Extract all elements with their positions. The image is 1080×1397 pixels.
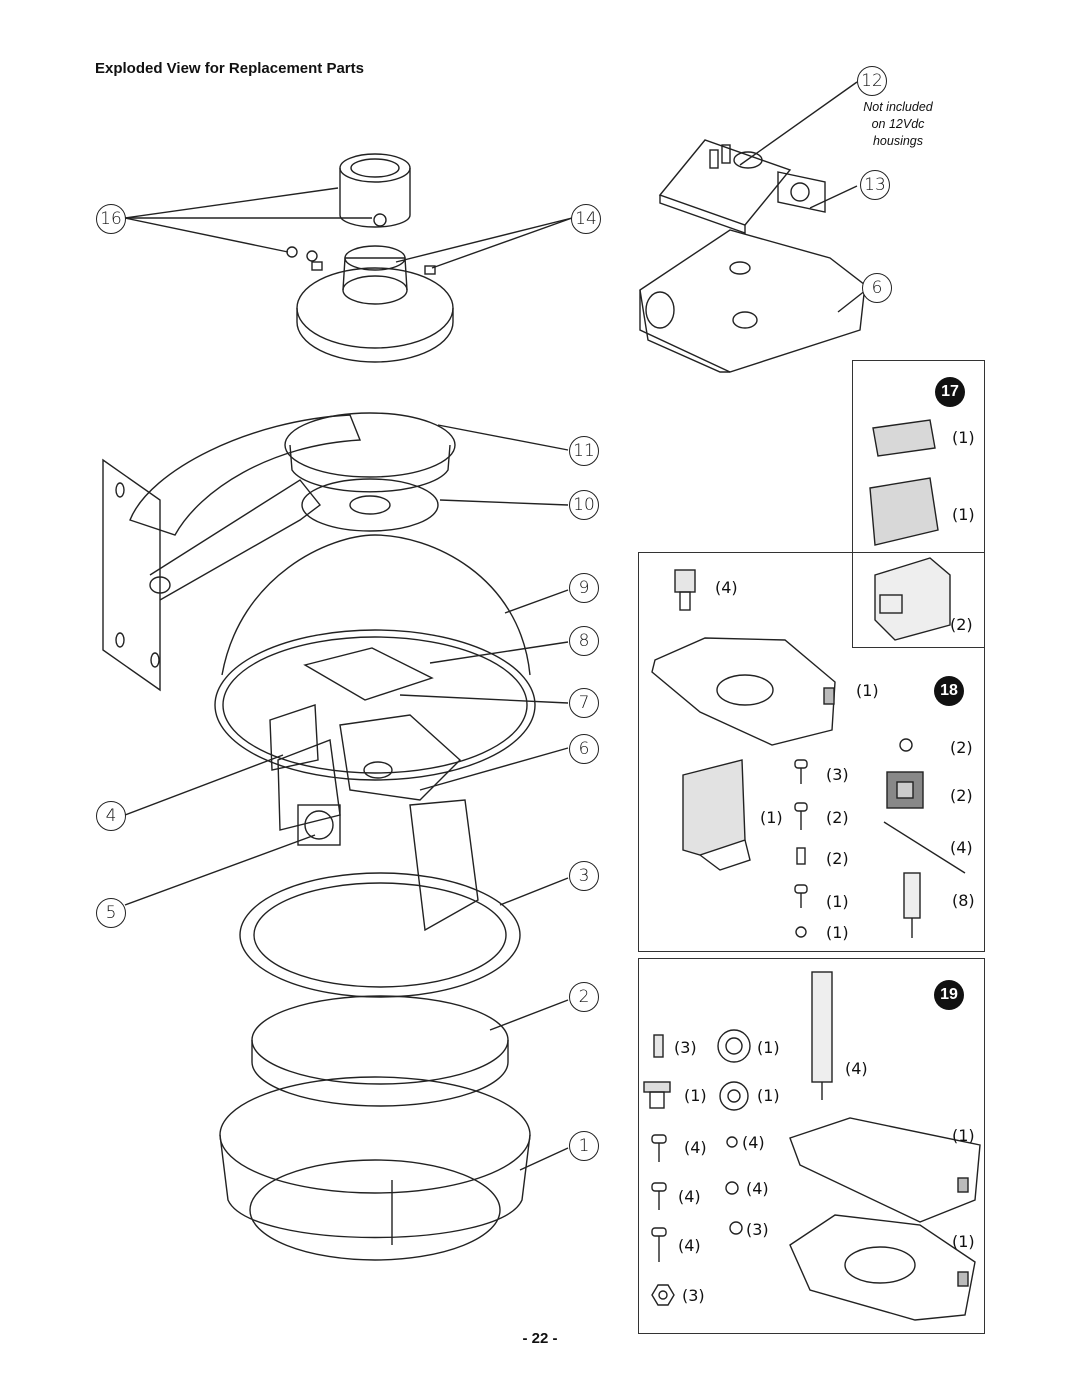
callout-7: 7 — [569, 688, 599, 718]
kit18-qty-screw-b: (2) — [826, 808, 849, 827]
callout-13: 13 — [860, 170, 890, 200]
wall-mount-art — [103, 413, 568, 690]
callout-10: 10 — [569, 490, 599, 520]
kit17-qty-coupler: (2) — [950, 615, 973, 634]
callout-2: 2 — [569, 982, 599, 1012]
kit18-qty-spacer: (8) — [952, 891, 975, 910]
pendant-mount-art — [125, 154, 572, 362]
callout-11: 11 — [569, 436, 599, 466]
note-line-2: on 12Vdc — [871, 117, 925, 131]
callout-6: 6 — [569, 734, 599, 764]
callout-14: 14 — [571, 204, 601, 234]
kit19-qty-lock-washer: (1) — [757, 1086, 780, 1105]
callout-3: 3 — [569, 861, 599, 891]
kit18-qty-star-washer: (2) — [950, 738, 973, 757]
kit18-qty-screw-d: (1) — [826, 892, 849, 911]
kit17-qty-connector-b: (1) — [952, 505, 975, 524]
kit19-qty-screw-b: (4) — [678, 1187, 701, 1206]
not-included-note — [838, 99, 958, 150]
callout-5: 5 — [96, 898, 126, 928]
kit19-qty-hex-bolt: (1) — [684, 1086, 707, 1105]
kit19-qty-screw-c: (4) — [678, 1236, 701, 1255]
kit19-qty-spacer: (4) — [845, 1059, 868, 1078]
lower-housing-art — [220, 873, 568, 1260]
kit17-qty-connector-a: (1) — [952, 428, 975, 447]
kit18-qty-screw-c: (2) — [826, 849, 849, 868]
kit17-parts-art — [870, 420, 950, 640]
kit19-qty-hex-nut: (3) — [682, 1286, 705, 1305]
callout-8: 8 — [569, 626, 599, 656]
kit19-qty-flat-washer: (1) — [757, 1038, 780, 1057]
kit18-qty-cable-tie: (4) — [950, 838, 973, 857]
note-line-1: Not included — [863, 100, 933, 114]
kit18-qty-plate: (1) — [856, 681, 879, 700]
kit19-qty-small-washer: (4) — [742, 1133, 765, 1152]
kit19-qty-star-b: (3) — [746, 1220, 769, 1239]
kit-badge-17: 17 — [935, 377, 965, 407]
callout-16: 16 — [96, 204, 126, 234]
dome-art — [125, 535, 568, 930]
callout-6-top: 6 — [862, 273, 892, 303]
callout-12: 12 — [857, 66, 887, 96]
callout-9: 9 — [569, 573, 599, 603]
kit18-qty-bracket: (1) — [760, 808, 783, 827]
callout-4: 4 — [96, 801, 126, 831]
kit18-qty-pad: (2) — [950, 786, 973, 805]
note-line-3: housings — [872, 134, 924, 148]
kit19-qty-pan-screw: (4) — [684, 1138, 707, 1157]
page-title: Exploded View for Replacement Parts — [95, 60, 364, 77]
kit18-qty-washer: (1) — [826, 923, 849, 942]
page-number: - 22 - — [522, 1330, 558, 1347]
board-assembly-art — [640, 82, 866, 372]
kit19-qty-plate-b: (1) — [952, 1232, 975, 1251]
kit19-qty-plate-a: (1) — [952, 1126, 975, 1145]
kit-badge-18: 18 — [934, 676, 964, 706]
kit19-qty-star-a: (4) — [746, 1179, 769, 1198]
kit18-qty-standoff: (4) — [715, 578, 738, 597]
callout-1: 1 — [569, 1131, 599, 1161]
kit-badge-19: 19 — [934, 980, 964, 1010]
kit19-qty-flat-screw: (3) — [674, 1038, 697, 1057]
kit18-qty-screw-a: (3) — [826, 765, 849, 784]
